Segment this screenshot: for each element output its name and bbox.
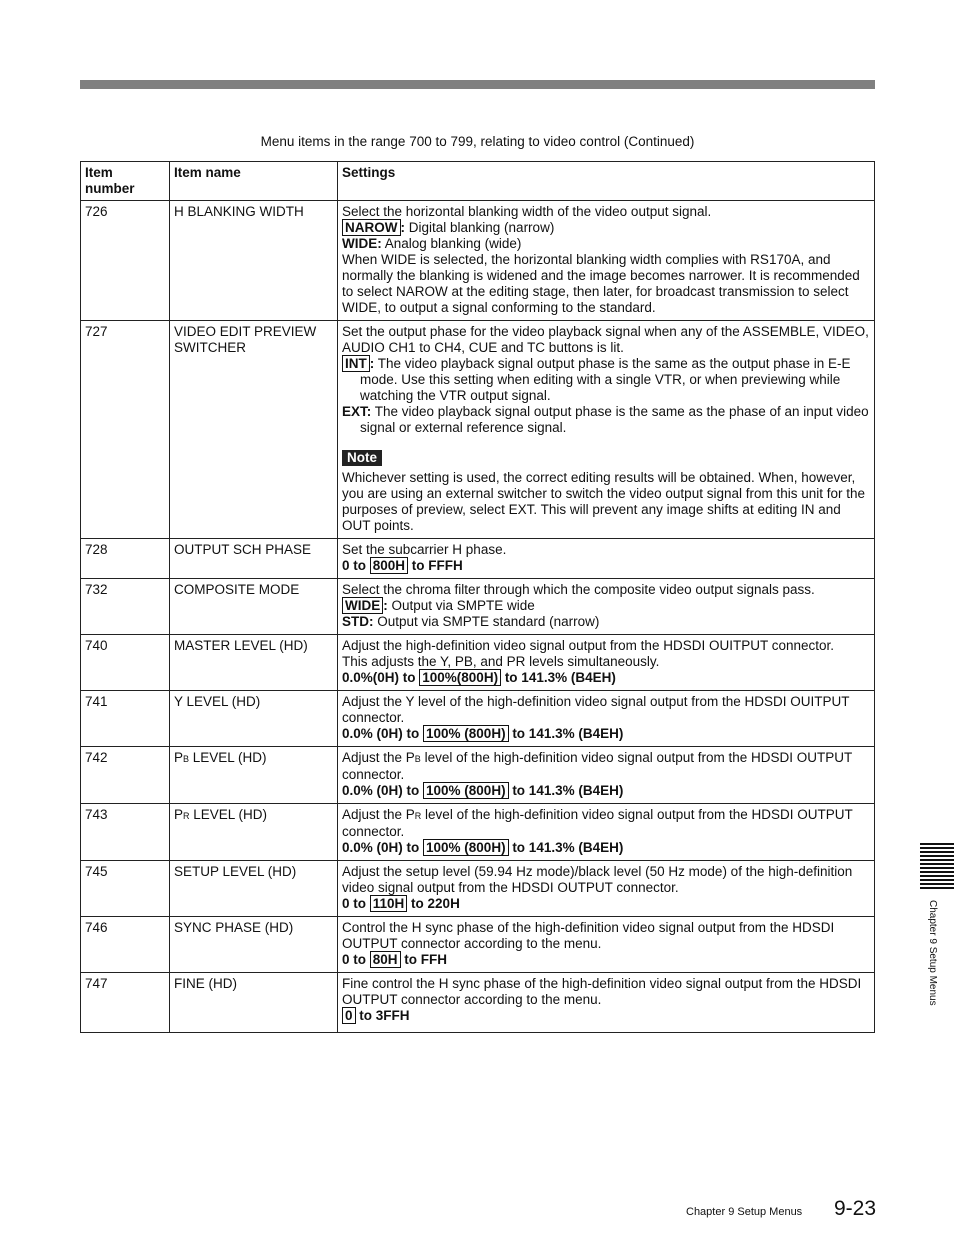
option-colon: : [400, 220, 405, 235]
range-end: to 141.3% (B4EH) [508, 726, 624, 741]
item-name: VIDEO EDIT PREVIEW SWITCHER [170, 321, 338, 539]
item-name: SETUP LEVEL (HD) [170, 861, 338, 917]
default-value: 800H [370, 557, 408, 574]
desc-part: level of the high-definition video signal output from the HDSDI OUTPUT connector. [342, 807, 853, 839]
setting-range [342, 670, 870, 686]
setting-option [342, 236, 870, 252]
setting-description: Control the H sync phase of the high-definition video signal output from the HDSDI OUTPUT connector according to the menu. [342, 920, 835, 951]
setting-range [342, 1008, 870, 1024]
table-row [81, 804, 875, 861]
setting-range [342, 896, 870, 912]
setting-description: Adjust the high-definition video signal output from the HDSDI OUITPUT connector. [342, 638, 834, 653]
default-value: NAROW [342, 219, 401, 236]
item-number: 728 [81, 539, 170, 579]
setting-range [342, 558, 870, 574]
setting-description [342, 807, 870, 840]
range-end: to 141.3% (B4EH) [508, 783, 624, 798]
item-name: H BLANKING WIDTH [170, 201, 338, 321]
range-start: 0.0% (0H) to [342, 726, 424, 741]
range-start: 0 to [342, 952, 370, 967]
page-number: 9-23 [834, 1197, 877, 1220]
item-settings [338, 579, 875, 635]
range-end: to 3FFH [355, 1008, 410, 1023]
table-row [81, 321, 875, 539]
setting-description-2: This adjusts the Y, PB, and PR levels simultaneously. [342, 654, 660, 669]
setting-description: Set the subcarrier H phase. [342, 542, 507, 557]
note-text: Whichever setting is used, the correct editing results will be obtained. When, however, you are using an external switcher to switch the video output signal from this unit for the purposes of preview, select EXT. This will prevent any image shifts at editing IN and OUT points. [342, 470, 866, 533]
item-settings [338, 539, 875, 579]
setting-range [342, 726, 870, 742]
default-value: WIDE [342, 597, 383, 614]
default-value: 100%(800H) [419, 669, 501, 686]
option-key: WIDE: [342, 236, 382, 251]
item-settings [338, 635, 875, 691]
desc-part: Adjust the P [342, 807, 415, 822]
table-row [81, 861, 875, 917]
range-start: 0 to [342, 558, 370, 573]
item-number: 726 [81, 201, 170, 321]
name-letter: P [174, 750, 184, 765]
menu-items-table [80, 161, 875, 1033]
item-name [170, 747, 338, 804]
range-start: 0 to [342, 896, 370, 911]
setting-description: Adjust the Y level of the high-definition video signal output from the HDSDI OUITPUT connector. [342, 694, 850, 725]
table-row [81, 747, 875, 804]
option-key: EXT: [342, 404, 372, 419]
option-text: Analog blanking (wide) [381, 236, 522, 251]
setting-description [342, 750, 870, 783]
setting-range [342, 952, 870, 968]
option-text: Output via SMPTE standard (narrow) [373, 614, 600, 629]
default-value: 100% (800H) [423, 725, 509, 742]
option-key: STD: [342, 614, 374, 629]
item-name: COMPOSITE MODE [170, 579, 338, 635]
default-value: 110H [370, 895, 408, 912]
item-name: MASTER LEVEL (HD) [170, 635, 338, 691]
range-start: 0.0%(0H) to [342, 670, 420, 685]
setting-option [342, 220, 870, 236]
setting-option [342, 404, 870, 436]
item-settings [338, 691, 875, 747]
range-end: to 141.3% (B4EH) [508, 840, 624, 855]
default-value: 100% (800H) [423, 782, 509, 799]
item-number: 741 [81, 691, 170, 747]
item-settings [338, 321, 875, 539]
header-item-name: Item name [170, 162, 338, 201]
item-settings [338, 917, 875, 973]
option-text: Digital blanking (narrow) [405, 220, 555, 235]
table-row [81, 635, 875, 691]
name-rest: LEVEL (HD) [189, 750, 267, 765]
setting-description: Select the chroma filter through which the composite video output signals pass. [342, 582, 815, 597]
setting-description: Set the output phase for the video playback signal when any of the ASSEMBLE, VIDEO, AUDIO CH1 to CH4, CUE and TC buttons is lit. [342, 324, 869, 355]
item-number: 740 [81, 635, 170, 691]
table-row [81, 201, 875, 321]
desc-part: Adjust the P [342, 750, 415, 765]
range-end: to FFFH [408, 558, 463, 573]
header-settings: Settings [338, 162, 875, 201]
item-number: 745 [81, 861, 170, 917]
range-start: 0.0% (0H) to [342, 840, 424, 855]
setting-extra: When WIDE is selected, the horizontal blanking width complies with RS170A, and normally the blanking is widened and the image becomes narrower. It is recommended to select NAROW at the editing stage, then later, for broadcast transmission to select WIDE, to output a signal conforming to the standard. [342, 252, 860, 315]
item-number: 732 [81, 579, 170, 635]
table-row [81, 691, 875, 747]
item-settings [338, 201, 875, 321]
item-name: Y LEVEL (HD) [170, 691, 338, 747]
option-colon: : [369, 356, 375, 371]
item-settings [338, 747, 875, 804]
table-caption: Menu items in the range 700 to 799, relating to video control (Continued) [260, 134, 695, 149]
setting-option [342, 614, 870, 630]
range-end: to FFH [400, 952, 448, 967]
option-text: Output via SMPTE wide [387, 598, 535, 613]
footer-chapter: Chapter 9 Setup Menus [686, 1206, 803, 1218]
item-settings [338, 804, 875, 861]
default-value: INT [342, 355, 370, 372]
name-letter: P [174, 807, 184, 822]
item-number: 727 [81, 321, 170, 539]
option-colon: : [383, 598, 388, 613]
name-rest: LEVEL (HD) [189, 807, 268, 822]
top-rule [80, 80, 875, 89]
range-end: to 220H [407, 896, 460, 911]
table-row [81, 539, 875, 579]
item-settings [338, 973, 875, 1033]
header-item-number: Item number [81, 162, 170, 201]
name-subscript: R [183, 811, 190, 821]
side-chapter-label: Chapter 9 Setup Menus [927, 900, 938, 1006]
item-name [170, 804, 338, 861]
item-number: 742 [81, 747, 170, 804]
table-row [81, 917, 875, 973]
item-name: FINE (HD) [170, 973, 338, 1033]
item-number: 743 [81, 804, 170, 861]
range-end: to 141.3% (B4EH) [501, 670, 616, 685]
default-value: 100% (800H) [423, 839, 509, 856]
desc-part: level of the high-definition video signal output from the HDSDI OUTPUT connector. [342, 750, 853, 782]
option-text: The video playback signal output phase is the same as the output phase in E-E mode. Use this setting when editing with a single VTR, or when previewing while watching the VTR output signal. [360, 356, 851, 403]
chapter-thumb-tab [920, 843, 954, 889]
table-header-row [81, 162, 875, 201]
setting-range [342, 840, 870, 856]
setting-option [342, 598, 870, 614]
item-number: 747 [81, 973, 170, 1033]
default-value: 80H [370, 951, 401, 968]
item-name: SYNC PHASE (HD) [170, 917, 338, 973]
item-settings [338, 861, 875, 917]
desc-subscript: B [414, 754, 421, 764]
option-text: The video playback signal output phase is the same as the phase of an input video signal or external reference signal. [360, 404, 869, 435]
desc-subscript: R [414, 811, 422, 821]
setting-description: Fine control the H sync phase of the high-definition video signal output from the HDSDI OUTPUT connector according to the menu. [342, 976, 862, 1007]
name-subscript: B [183, 754, 190, 764]
setting-description: Adjust the setup level (59.94 Hz mode)/black level (50 Hz mode) of the high-definition video signal output from the HDSDI OUTPUT connector. [342, 864, 853, 895]
setting-description: Select the horizontal blanking width of the video output signal. [342, 204, 712, 219]
default-value: 0 [342, 1007, 356, 1024]
table-row [81, 973, 875, 1033]
table-row [81, 579, 875, 635]
item-name: OUTPUT SCH PHASE [170, 539, 338, 579]
setting-range [342, 783, 870, 799]
note-label: Note [342, 450, 382, 466]
item-number: 746 [81, 917, 170, 973]
setting-option [342, 356, 870, 404]
range-start: 0.0% (0H) to [342, 783, 424, 798]
